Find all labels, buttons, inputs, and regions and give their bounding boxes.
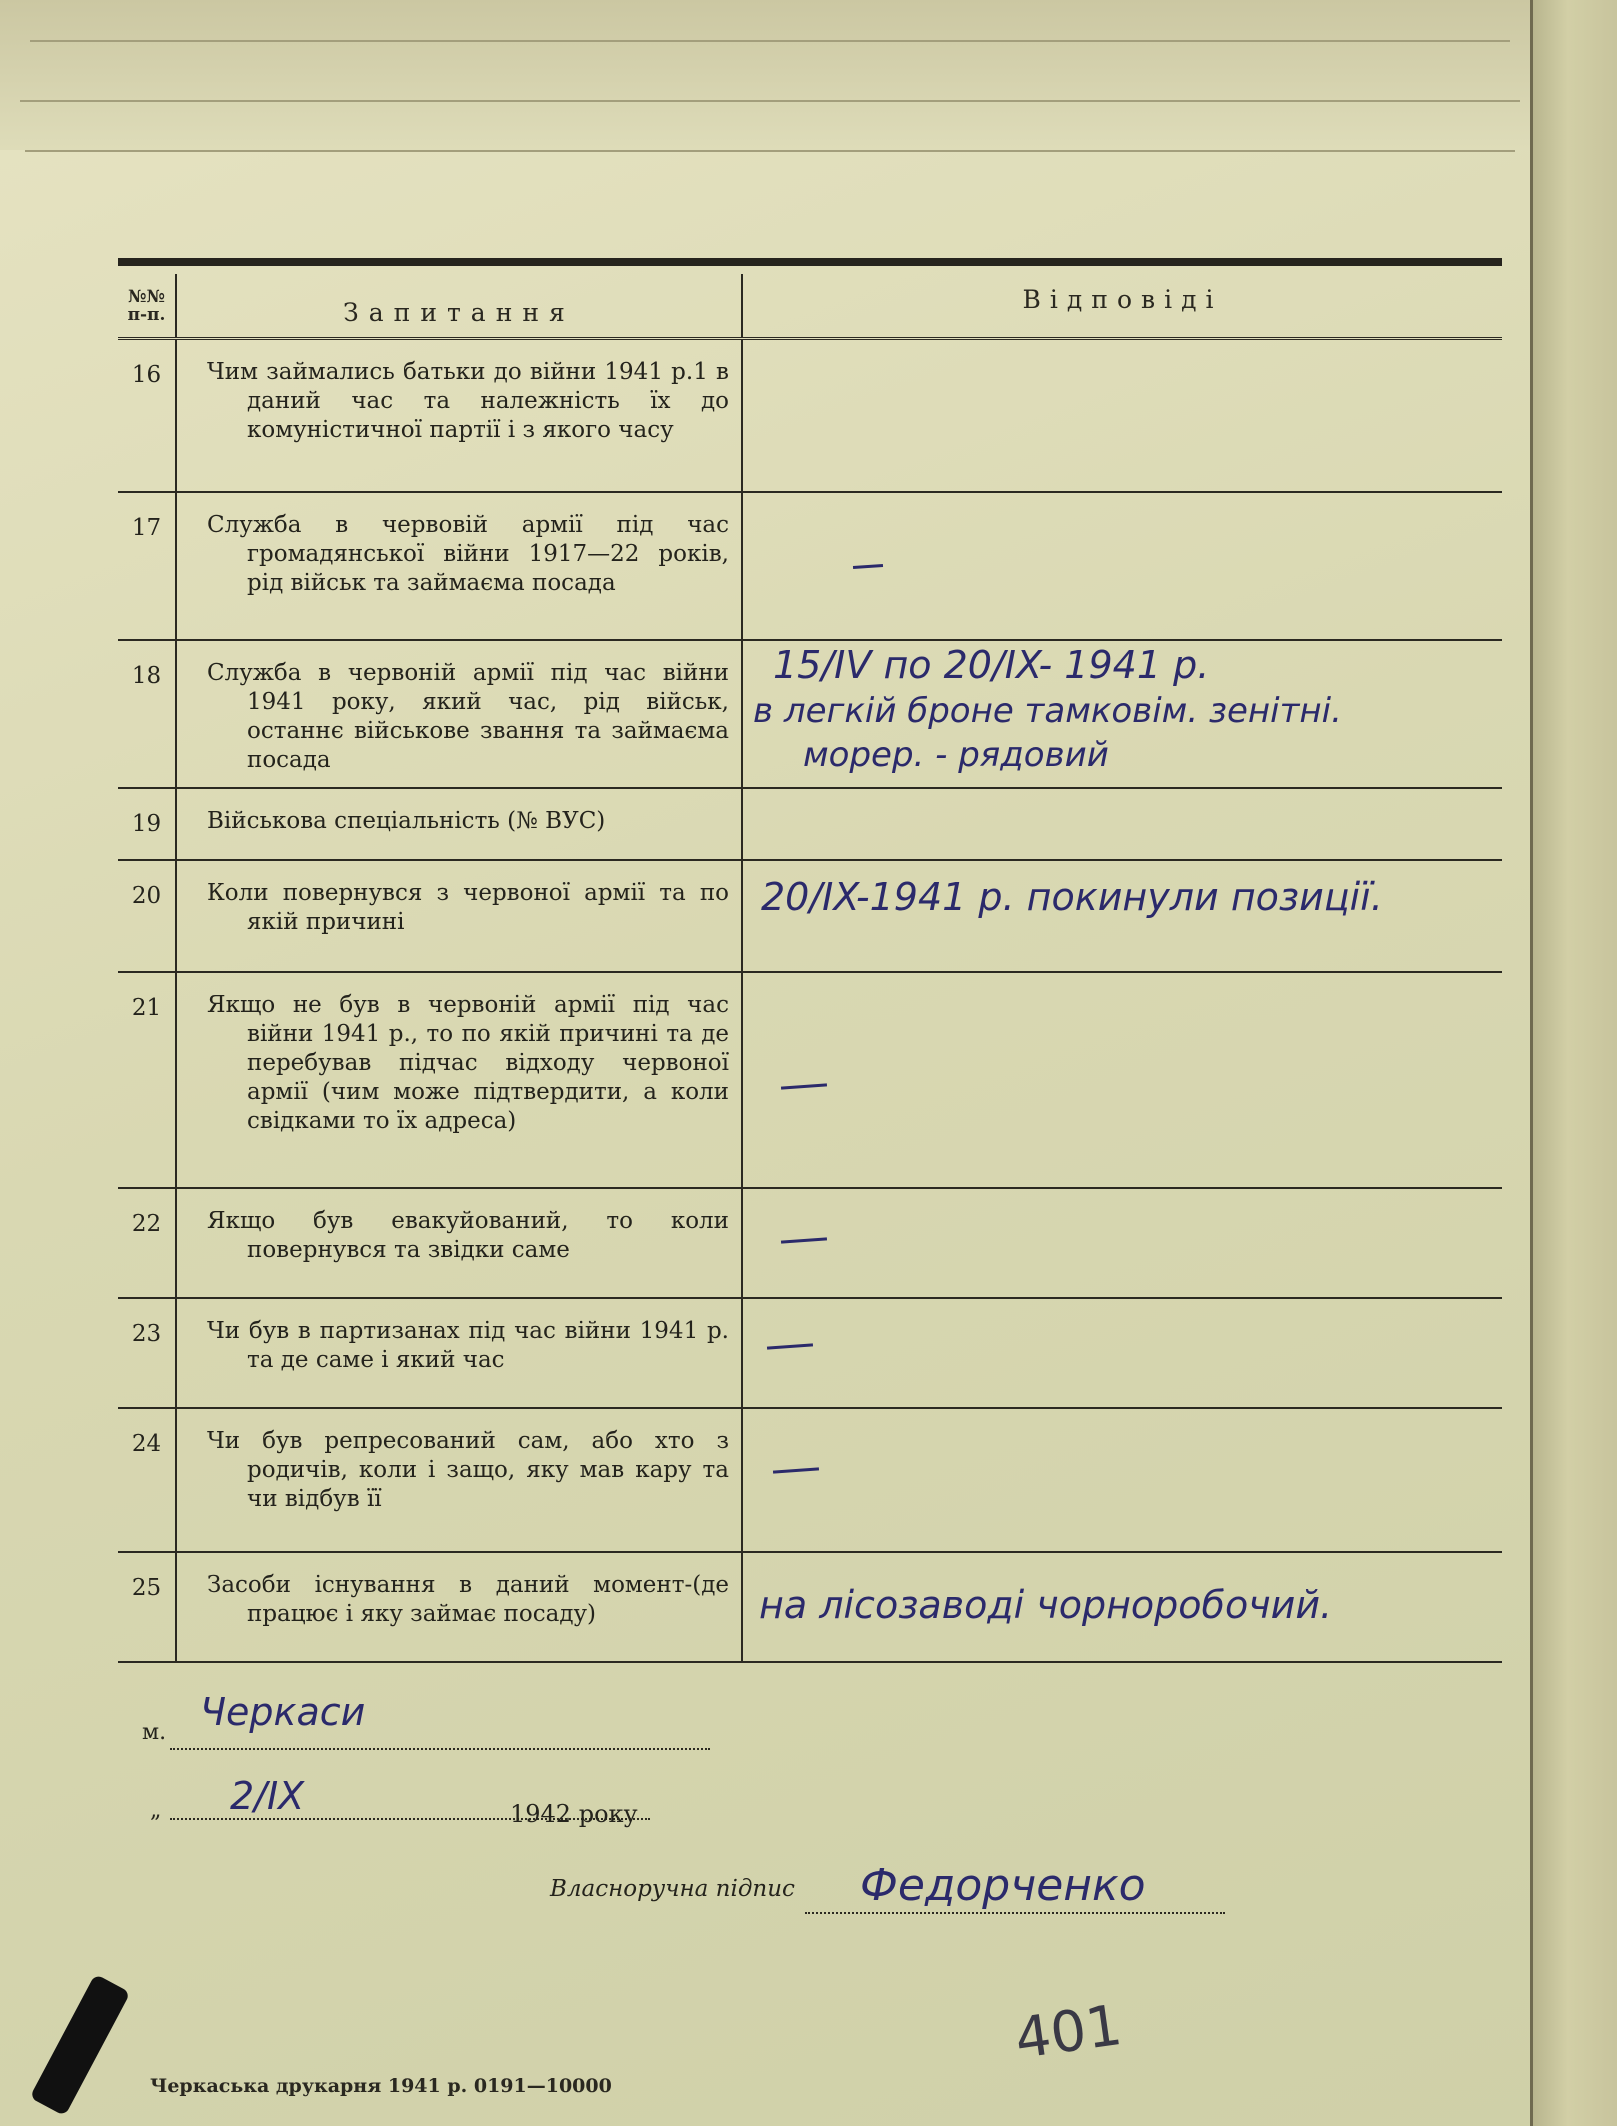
signature-label: Власноручна підпис [550,1876,795,1902]
row-answer [742,1298,1502,1408]
row-question [176,1188,742,1298]
row-answer [742,788,1502,860]
binder-clip [29,1974,130,2116]
row-number: 20 [118,860,176,972]
handwritten-dash [767,1343,813,1349]
row-answer [742,1188,1502,1298]
row-question [176,339,742,492]
handwritten-answer: морер. - рядовий [803,734,1109,775]
handwritten-dash [781,1083,827,1089]
row-number: 18 [118,640,176,788]
row-answer [742,1408,1502,1552]
row-number: 16 [118,339,176,492]
question-text: Засоби існування в даний момент-(де працює і яку займає посаду) [207,1571,729,1627]
table-top-rule [118,258,1502,266]
question-text: Військова спеціальність (№ ВУС) [207,807,606,834]
table-row [118,860,1502,972]
row-question [176,1552,742,1662]
header-number-sub: п-п. [127,304,166,325]
page-edge-line [20,100,1520,102]
table-row [118,1188,1502,1298]
row-answer [742,339,1502,492]
handwritten-date: 2/IX [230,1774,305,1818]
adjacent-page-edge [1530,0,1617,2126]
header-question: Запитання [176,274,742,339]
row-number: 19 [118,788,176,860]
year-label: 1942 року [510,1800,638,1828]
row-question [176,640,742,788]
archive-page-number: 401 [1010,1992,1126,2073]
page-edge-line [30,40,1510,42]
question-text: Чим займались батьки до війни 1941 р.1 в даний час та належність їх до комуністичної партії і з якого часу [207,359,729,443]
question-text: Чи був репресований сам, або хто з родичів, коли і защо, яку мав кару та чи відбув її [207,1427,729,1512]
table-row [118,1408,1502,1552]
row-number: 24 [118,1408,176,1552]
row-number: 17 [118,492,176,640]
city-prefix: м. [142,1720,167,1745]
row-number: 23 [118,1298,176,1408]
handwritten-signature: Федорченко [860,1860,1146,1911]
row-answer [742,860,1502,972]
question-text: Коли повернувся з червоної армії та по якій причині [207,879,729,935]
question-text: Якщо не був в червоній армії під час війни 1941 р., то по якій причині та де перебував підчас відходу червоної армії (чим може підтвердити, а коли свідками то їх адреса) [207,991,729,1134]
handwritten-answer: в легкій броне тамковім. зенітні. [753,690,1342,731]
table-row [118,1298,1502,1408]
row-question [176,492,742,640]
page-edge-line [25,150,1515,152]
row-number: 21 [118,972,176,1188]
row-question [176,1298,742,1408]
handwritten-answer: 20/IX-1941 р. покинули позиції. [761,874,1383,919]
question-text: Служба в червоній армії під час війни 1941 року, який час, рід військ, останнє військове звання та займаєма посада [207,659,729,773]
handwritten-city: Черкаси [200,1690,366,1734]
row-answer [742,1552,1502,1662]
printer-imprint: Черкаська друкарня 1941 р. 0191—10000 [150,2075,612,2097]
table-row [118,492,1502,640]
questionnaire-table [118,274,1502,1663]
header-answer: Відповіді [742,274,1502,339]
question-text: Чи був в партизанах під час війни 1941 р. та де саме і який час [207,1317,729,1373]
row-question [176,860,742,972]
table-row [118,640,1502,788]
question-text: Служба в червовій армії під час громадянської війни 1917—22 років, рід військ та займаєма посада [207,511,729,596]
handwritten-dash [773,1467,819,1473]
handwritten-answer: на лісозаводі чорноробочий. [759,1582,1333,1627]
signature-line [805,1912,1225,1914]
table-row [118,339,1502,492]
table-row [118,1552,1502,1662]
row-answer [742,640,1502,788]
row-question [176,1408,742,1552]
table-row [118,972,1502,1188]
row-question [176,972,742,1188]
row-answer [742,492,1502,640]
header-number-label: №№ [128,286,165,307]
table-row [118,788,1502,860]
row-question [176,788,742,860]
handwritten-dash [781,1237,827,1243]
stacked-pages-edge [0,0,1545,150]
handwritten-answer: 15/IV по 20/IX- 1941 р. [773,642,1210,687]
handwritten-dash [853,563,883,568]
table-header-row [118,274,1502,339]
date-prefix: „ [150,1798,162,1823]
row-answer [742,972,1502,1188]
question-text: Якщо був евакуйований, то коли повернувся та звідки саме [207,1207,729,1263]
form-footer [140,1690,1240,2020]
city-line [170,1748,710,1750]
header-number [118,274,176,339]
row-number: 25 [118,1552,176,1662]
row-number: 22 [118,1188,176,1298]
